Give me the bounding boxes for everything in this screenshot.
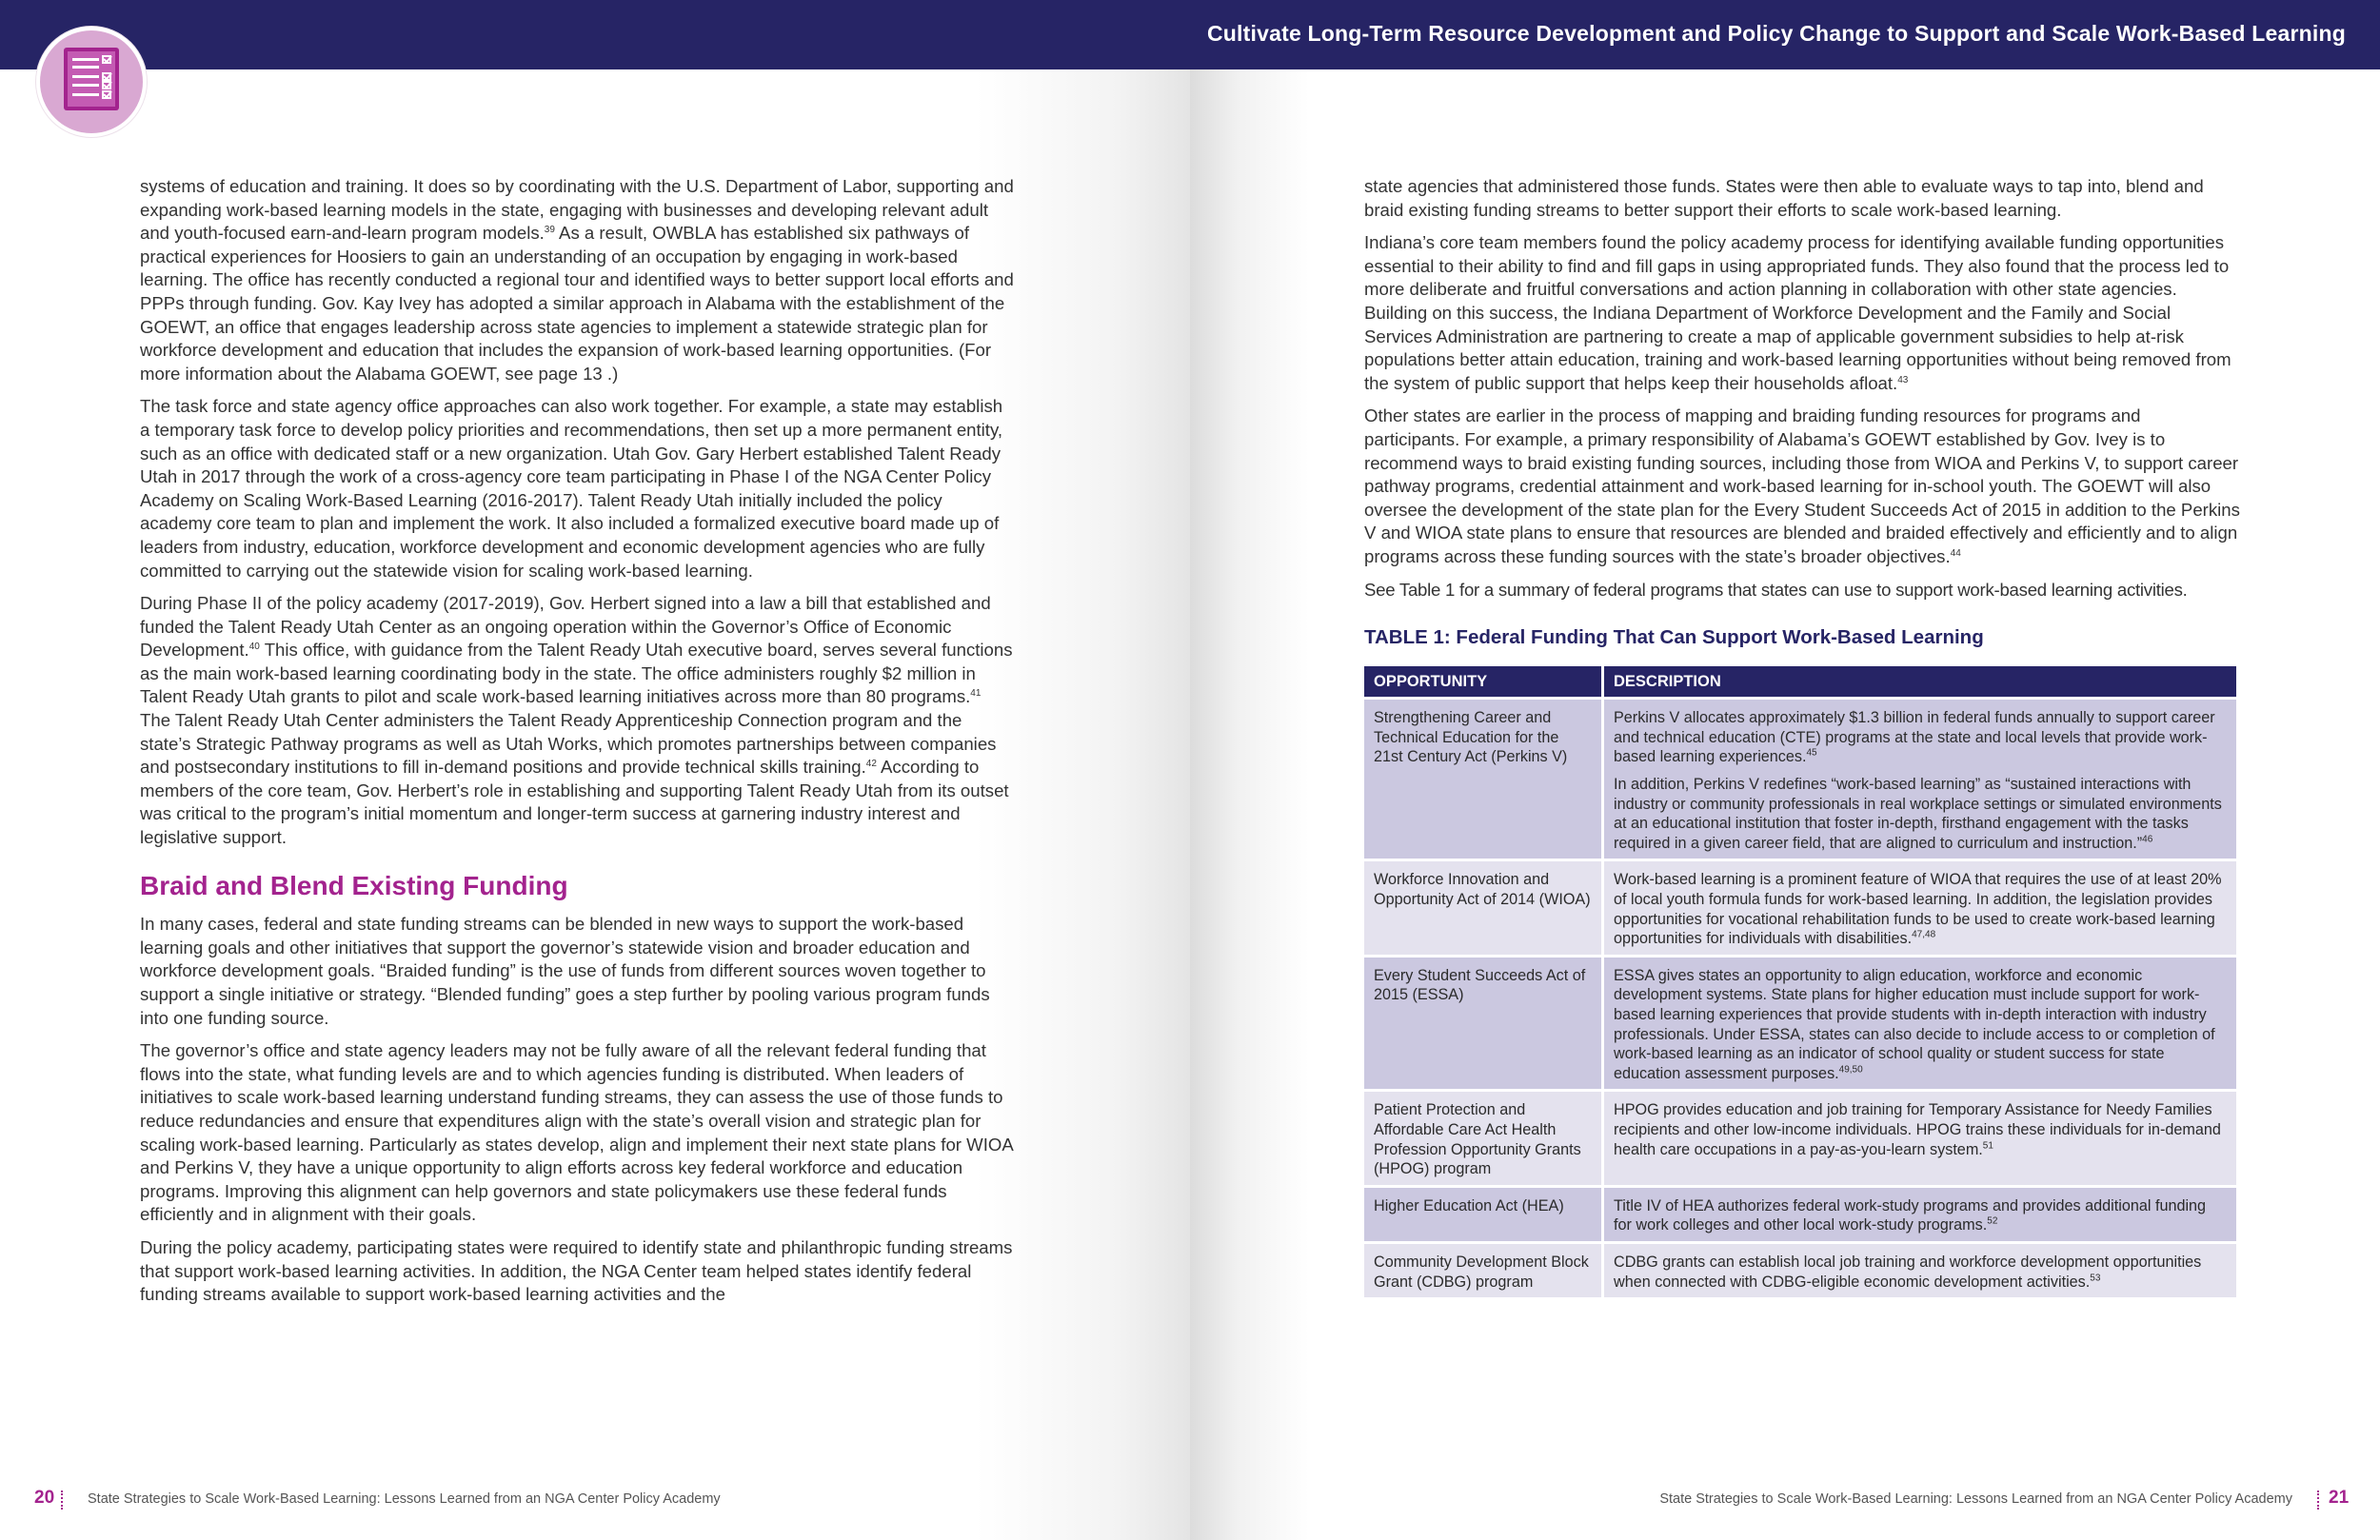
checklist-icon: [64, 48, 119, 110]
table-row: [1364, 1092, 2236, 1184]
right-column: [1364, 175, 2240, 1300]
header-band: [0, 0, 2380, 69]
table-title: TABLE 1: Federal Funding That Can Support Work-Based Learning: [1364, 626, 1984, 649]
description-cell: Title IV of HEA authorizes federal work-study programs and provides additional funding for work colleges and other local work-study programs.$^{52}$: [1604, 1188, 2236, 1241]
opportunity-cell: Higher Education Act (HEA): [1364, 1188, 1601, 1241]
paragraph: During Phase II of the policy academy (2017-2019), Gov. Herbert signed into a law a bill that established and funded the Talent Ready Utah Center as an ongoing operation within the Governor’s Office of Economic Development.$^{40}$ This office, with guidance from the Talent Ready Utah executive board, serves several functions as the main work-based learning coordinating body in the state. The office administers roughly $2 million in Talent Ready Utah grants to pilot and scale work-based learning initiatives across more than 80 programs.$^{41}$ The Talent Ready Utah Center administers the Talent Ready Apprenticeship Connection program and the state’s Strategic Pathway programs as well as Utah Works, which promotes partnerships between companies and postsecondary institutions to fill in-demand positions and provide technical skills training.$^{42}$ According to members of the core team, Gov. Herbert’s role in establishing and supporting Talent Ready Utah from its outset was critical to the program’s initial momentum and longer-term success at garnering industry interest and legislative support.: [140, 593, 1013, 848]
description-cell: HPOG provides education and job training for Temporary Assistance for Needy Families recipients and other low-income individuals. HPOG trains these individuals for in-demand health care occupations in a pay-as-you-learn system.$^{51}$: [1604, 1092, 2236, 1184]
opportunity-cell: Community Development Block Grant (CDBG) program: [1364, 1244, 1601, 1297]
table-row: [1364, 1188, 2236, 1241]
description-cell: Perkins V allocates approximately $1.3 billion in federal funds annually to support career and technical education (CTE) programs at the state and local levels that provide work-based learning experiences.$^{45}$ In addition, Perkins V redefines “work-based learning” as “sustained interactions with industry or community professionals in real workplace settings or simulated environments at an educational institution that foster in-depth, firsthand engagement with the tasks required in a given career field, that are aligned to curriculum and instruction.”$^{46}$: [1604, 700, 2236, 859]
paragraph: Indiana’s core team members found the policy academy process for identifying available funding opportunities essential to their ability to find and fill gaps in using appropriated funds. They also found that the process led to more deliberate and fruitful conversations and action planning in collaboration with other state agencies. Building on this success, the Indiana Department of Workforce Development and the Family and Social Services Administration are partnering to create a map of applicable government subsidies to help at-risk populations better attain education, training and work-based learning opportunities without being removed from the system of public support that helps keep their households afloat.$^{43}$: [1364, 232, 2231, 393]
left-column: [140, 175, 1016, 1316]
paragraph: In many cases, federal and state funding streams can be blended in new ways to support the work-based learning goals and other initiatives that support the governor’s statewide vision and broader education and workforce development goals. “Braided funding” is the use of funds from different sources woven together to support a single initiative or strategy. “Blended funding” goes a step further by pooling various program funds into one funding source.: [140, 914, 990, 1028]
column-header: OPPORTUNITY: [1364, 666, 1601, 698]
right-footer-text: State Strategies to Scale Work-Based Learning: Lessons Learned from an NGA Center Policy Academy: [1659, 1491, 2292, 1507]
federal-funding-table: [1361, 663, 2239, 1300]
right-page-number: 21: [2329, 1488, 2350, 1508]
description-cell: Work-based learning is a prominent feature of WIOA that requires the use of at least 20% of local youth formula funds for work-based learning. In addition, the legislation provides opportunities for vocational rehabilitation funds to be used to create work-based learning opportunities for individuals with disabilities.$^{47,48}$: [1604, 861, 2236, 954]
description-cell: ESSA gives states an opportunity to align education, workforce and economic development systems. State plans for higher education must include support for work-based learning experiences that provide students with in-depth interaction with industry professionals. Under ESSA, states can also decide to include access to or completion of work-based learning as an indicator of school quality or student success for state education assessment purposes.$^{49,50}$: [1604, 958, 2236, 1090]
paragraph: During the policy academy, participating states were required to identify state and philanthropic funding streams that support work-based learning activities. In addition, the NGA Center team helped states identify federal funding streams available to support work-based learning activities and the: [140, 1236, 1013, 1305]
paragraph: The task force and state agency office approaches can also work together. For example, a state may establish a temporary task force to develop policy priorities and recommendations, then set up a more permanent entity, such as an office with dedicated staff or a new organization. Utah Gov. Gary Herbert established Talent Ready Utah in 2017 through the work of a cross-agency core team participating in Phase I of the NGA Center Policy Academy on Scaling Work-Based Learning (2016-2017). Talent Ready Utah initially included the policy academy core team to plan and implement the work. It also included a formalized executive board made up of leaders from industry, education, workforce development and economic development agencies who are fully committed to carrying out the statewide vision for scaling work-based learning.: [140, 396, 1003, 581]
section-heading: Braid and Blend Existing Funding: [140, 870, 568, 900]
footer-divider: [61, 1491, 63, 1510]
table-row: [1364, 861, 2236, 954]
paragraph: The governor’s office and state agency leaders may not be fully aware of all the relevant federal funding that flows into the state, what funding levels are and to which agencies funding is distributed. When leaders of initiatives to scale work-based learning understand funding streams, they can assess the use of those funds to reduce redundancies and ensure that expenditures align with the state’s overall vision and strategic plan for scaling work-based learning. Particularly as states develop, align and implement their next state plans for WIOA and Perkins V, they have a unique opportunity to align efforts across key federal workforce and education programs. Improving this alignment can help governors and state policymakers use these federal funds efficiently and in alignment with their goals.: [140, 1040, 1013, 1225]
opportunity-cell: Strengthening Career and Technical Education for the 21st Century Act (Perkins V): [1364, 700, 1601, 859]
footer-divider: [2317, 1491, 2319, 1510]
table-header-row: [1364, 666, 2236, 698]
opportunity-cell: Every Student Succeeds Act of 2015 (ESSA): [1364, 958, 1601, 1090]
section-badge: [36, 27, 147, 137]
table-row: [1364, 958, 2236, 1090]
table-row: [1364, 1244, 2236, 1297]
description-cell: CDBG grants can establish local job training and workforce development opportunities when connected with CDBG-eligible economic development activities.$^{53}$: [1604, 1244, 2236, 1297]
header-title: Cultivate Long-Term Resource Development and Policy Change to Support and Scale Work-Based Learning: [1207, 21, 2346, 46]
paragraph: See Table 1 for a summary of federal programs that states can use to support work-based learning activities.: [1364, 579, 2188, 600]
column-header: DESCRIPTION: [1604, 666, 2236, 698]
opportunity-cell: Workforce Innovation and Opportunity Act of 2014 (WIOA): [1364, 861, 1601, 954]
paragraph: state agencies that administered those funds. States were then able to evaluate ways to tap into, blend and braid existing funding streams to better support their efforts to scale work-based learning.: [1364, 176, 2204, 220]
paragraph: Other states are earlier in the process of mapping and braiding funding resources for programs and participants. For example, a primary responsibility of Alabama’s GOEWT established by Gov. Ivey is to recommend ways to braid existing funding sources, including those from WIOA and Perkins V, to support career pathway programs, credential attainment and work-based learning for in-school youth. The GOEWT will also oversee the development of the state plan for the Every Student Succeeds Act of 2015 in addition to the Perkins V and WIOA state plans to ensure that resources are blended and braided effectively and efficiently and to align programs across these funding sources with the state’s broader objectives.$^{44}$: [1364, 405, 2240, 566]
opportunity-cell: Patient Protection and Affordable Care Act Health Profession Opportunity Grants (HPOG) program: [1364, 1092, 1601, 1184]
table-row: [1364, 700, 2236, 859]
left-page-number: 20: [34, 1488, 55, 1508]
paragraph: systems of education and training. It does so by coordinating with the U.S. Department of Labor, supporting and expanding work-based learning models in the state, engaging with businesses and developing relevant adult and youth-focused earn-and-learn program models.$^{39}$ As a result, OWBLA has established six pathways of practical experiences for Hoosiers to gain an understanding of an occupation by engaging in work-based learning. The office has recently conducted a regional tour and identified ways to better support local efforts and PPPs through funding. Gov. Kay Ivey has adopted a similar approach in Alabama with the establishment of the GOEWT, an office that engages leadership across state agencies to implement a statewide strategic plan for workforce development and education that includes the expansion of work-based learning opportunities. (For more information about the Alabama GOEWT, see page 13 .): [140, 176, 1014, 384]
left-footer-text: State Strategies to Scale Work-Based Learning: Lessons Learned from an NGA Center Policy Academy: [88, 1491, 721, 1507]
